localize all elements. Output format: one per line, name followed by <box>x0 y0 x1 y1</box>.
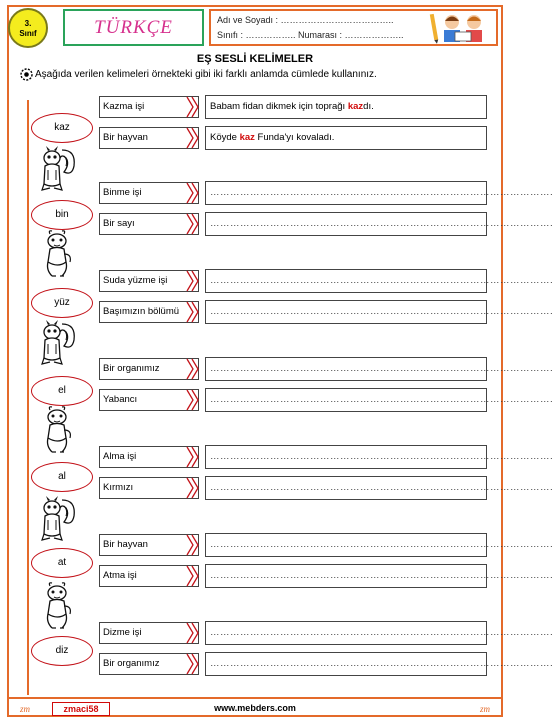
target-word: at <box>57 557 67 568</box>
grade-label: Sınıf <box>19 29 37 38</box>
target-word: kaz <box>54 122 70 133</box>
answer-dots: …………………………………………………………………………………………. <box>210 306 553 317</box>
double-chevron-icon <box>186 446 200 468</box>
sentence-answer-field <box>205 126 487 150</box>
answer-dots: …………………………………………………………………………………………. <box>210 394 553 405</box>
answer-dots: …………………………………………………………………………………………. <box>210 218 553 229</box>
word-oval <box>31 636 93 666</box>
squirrel-drawing-icon <box>40 144 76 192</box>
meaning-label: Kazma işi <box>99 96 199 118</box>
sentence-answer-field[interactable] <box>205 357 553 381</box>
meaning-label: Bir hayvan <box>99 127 199 149</box>
sentence-answer-field[interactable] <box>205 445 553 469</box>
meaning-label: Atma işi <box>99 565 199 587</box>
word-oval <box>31 376 93 406</box>
answer-dots: …………………………………………………………………………………………. <box>210 187 553 198</box>
double-chevron-icon <box>186 301 200 323</box>
grade-number: 3. <box>24 19 32 28</box>
double-chevron-icon <box>186 213 200 235</box>
sentence-answer-field[interactable] <box>205 269 553 293</box>
meaning-label: Bir hayvan <box>99 534 199 556</box>
double-chevron-icon <box>186 127 200 149</box>
word-oval <box>31 113 93 143</box>
answer-dots: …………………………………………………………………………………………. <box>210 275 553 286</box>
left-guide-line <box>27 100 29 695</box>
deer-drawing-icon <box>40 582 76 630</box>
meaning-label: Başımızın bölümü <box>99 301 199 323</box>
answer-dots: …………………………………………………………………………………………. <box>210 570 553 581</box>
instruction-text: Aşağıda verilen kelimeleri örnekteki gibi iki farklı anlamda cümlede kullanınız. <box>35 69 377 80</box>
meaning-label: Kırmızı <box>99 477 199 499</box>
sentence-text: Köyde <box>210 132 240 143</box>
answer-dots: …………………………………………………………………………………………. <box>210 539 553 550</box>
meaning-label: Bir sayı <box>99 213 199 235</box>
sentence-answer-field[interactable] <box>205 476 553 500</box>
highlighted-word: kaz <box>239 132 255 143</box>
answer-dots: …………………………………………………………………………………………. <box>210 482 553 493</box>
footer-website[interactable]: www.mebders.com <box>214 703 296 713</box>
sentence-text: dı. <box>363 101 374 112</box>
deer-drawing-icon <box>40 230 76 278</box>
grade-badge <box>8 8 48 48</box>
meaning-label: Alma işi <box>99 446 199 468</box>
sentence-answer-field[interactable] <box>205 533 553 557</box>
meaning-label: Dizme işi <box>99 622 199 644</box>
word-oval <box>31 200 93 230</box>
double-chevron-icon <box>186 270 200 292</box>
squirrel-drawing-icon <box>40 494 76 542</box>
sentence-answer-field[interactable] <box>205 181 553 205</box>
double-chevron-icon <box>186 622 200 644</box>
sentence-text: Babam fidan dikmek için toprağı <box>210 101 348 112</box>
target-word: bin <box>55 209 69 220</box>
answer-dots: …………………………………………………………………………………………. <box>210 451 553 462</box>
children-reading-icon <box>430 12 492 44</box>
double-chevron-icon <box>186 653 200 675</box>
class-number-field[interactable]: Sınıfı : …………….. Numarası : ……………….. <box>217 30 404 40</box>
sentence-text: Funda'yı kovaladı. <box>254 132 335 143</box>
deer-drawing-icon <box>40 406 76 454</box>
word-oval <box>31 288 93 318</box>
answer-dots: …………………………………………………………………………………………. <box>210 363 553 374</box>
meaning-label: Bir organımız <box>99 358 199 380</box>
double-chevron-icon <box>186 389 200 411</box>
sentence-answer-field[interactable] <box>205 564 553 588</box>
footer-badge: zmaci58 <box>52 702 110 716</box>
sentence-answer-field[interactable] <box>205 300 553 324</box>
footer-logo-right: zm <box>479 704 490 714</box>
footer-logo-left: zm <box>19 704 30 714</box>
sentence-answer-field[interactable] <box>205 652 553 676</box>
answer-dots: …………………………………………………………………………………………. <box>210 658 553 669</box>
double-chevron-icon <box>186 565 200 587</box>
word-oval <box>31 548 93 578</box>
highlighted-word: kaz <box>347 101 364 112</box>
meaning-label: Suda yüzme işi <box>99 270 199 292</box>
sentence-answer-field[interactable] <box>205 212 553 236</box>
target-word: al <box>58 471 66 482</box>
subject-title: TÜRKÇE <box>94 17 173 38</box>
meaning-label: Binme işi <box>99 182 199 204</box>
answer-dots: …………………………………………………………………………………………. <box>210 627 553 638</box>
sentence-answer-field[interactable] <box>205 388 553 412</box>
word-oval <box>31 462 93 492</box>
double-chevron-icon <box>186 182 200 204</box>
sentence-answer-field <box>205 95 487 119</box>
meaning-label: Bir organımız <box>99 653 199 675</box>
double-chevron-icon <box>186 534 200 556</box>
double-chevron-icon <box>186 96 200 118</box>
meaning-label: Yabancı <box>99 389 199 411</box>
target-word: el <box>58 385 66 396</box>
double-chevron-icon <box>186 477 200 499</box>
sentence-answer-field[interactable] <box>205 621 553 645</box>
target-word: diz <box>55 645 69 656</box>
squirrel-drawing-icon <box>40 318 76 366</box>
footer-divider <box>7 697 503 699</box>
gear-bullet-icon <box>20 68 33 81</box>
double-chevron-icon <box>186 358 200 380</box>
target-word: yüz <box>54 297 70 308</box>
section-title: EŞ SESLİ KELİMELER <box>196 53 314 65</box>
name-field[interactable]: Adı ve Soyadı : ……………………………….. <box>217 15 394 25</box>
